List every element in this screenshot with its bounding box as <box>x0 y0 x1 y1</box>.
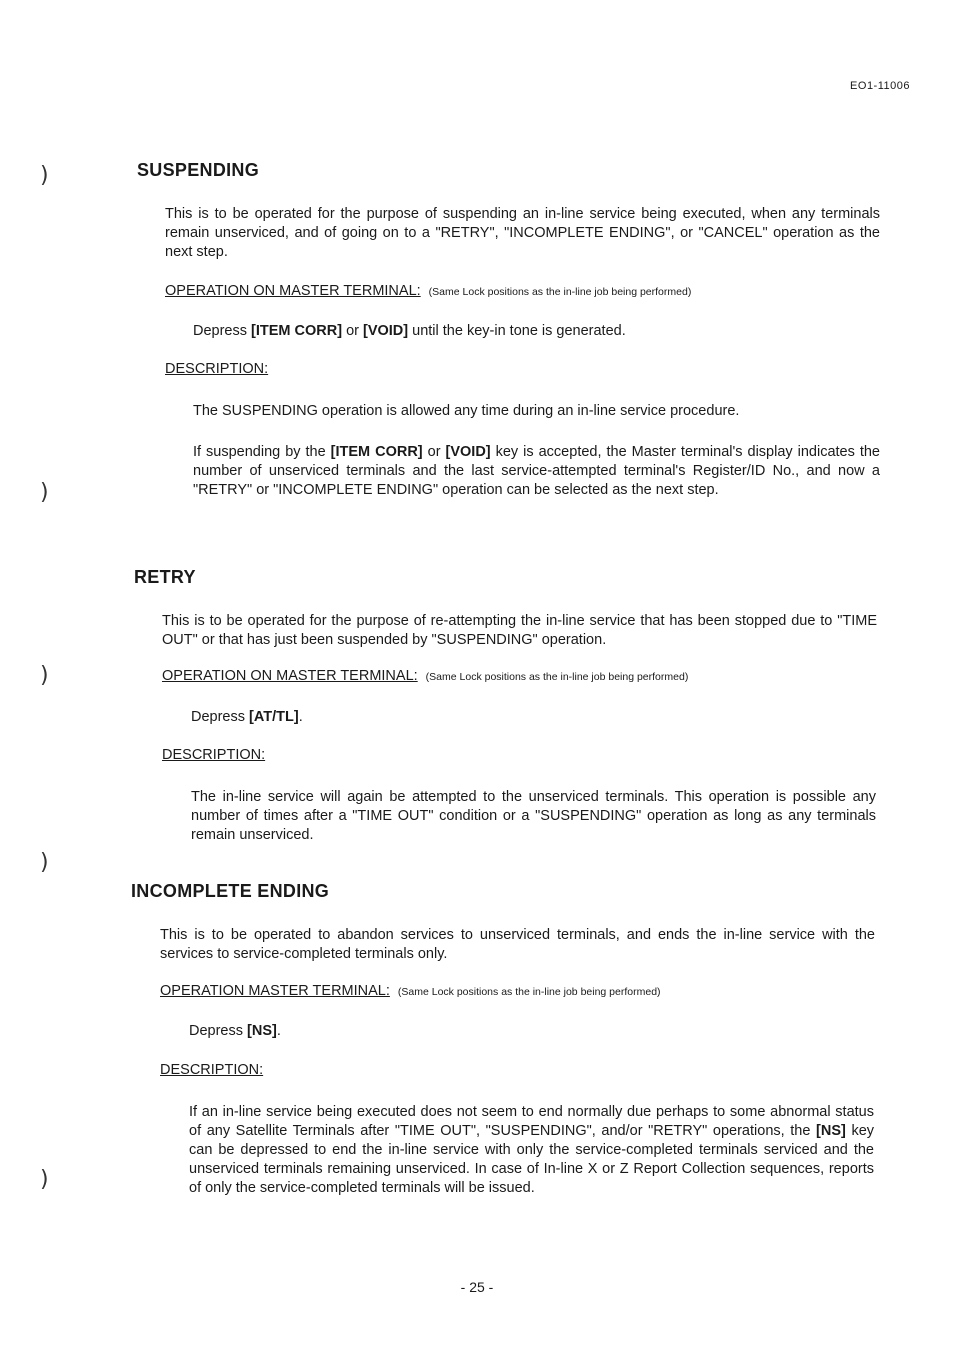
description-label: DESCRIPTION: <box>162 747 266 763</box>
section-heading-retry: RETRY <box>134 567 196 587</box>
description-text: If suspending by the [ITEM CORR] or [VOID] key is accepted, the Master terminal's display indicates the number of unserviced terminals and the last service-attempted terminal's Register/ID No., and now a "RETRY" or "INCOMPLETE ENDING" operation can be selected as the next step. <box>193 444 880 498</box>
document-id: EO1-11006 <box>850 80 910 92</box>
description-text: If an in-line service being executed does not seem to end normally due perhaps to some abnormal status of any Satellite Terminals after "TIME OUT", "SUSPENDING", and/or "RETRY" operations, the [NS] key can be depressed to end the in-line service with only the service-completed terminals serviced and the unserviced terminals remaining unserviced. In case of In-line X or Z Report Collection sequences, reports of only the service-completed terminals will be issued. <box>189 1104 875 1196</box>
binding-mark: ) <box>40 850 49 875</box>
page-number: - 25 - <box>460 1279 494 1295</box>
binding-mark: ) <box>40 1167 49 1192</box>
description-label: DESCRIPTION: <box>165 361 269 377</box>
section-intro: This is to be operated to abandon services to unserviced terminals, and ends the in-line service with the services to service-completed terminals only. <box>160 927 875 962</box>
binding-mark: ) <box>40 480 49 505</box>
description-text: The in-line service will again be attempted to the unserviced terminals. This operation is possible any number of times after a "TIME OUT" condition or a "SUSPENDING" operation as long as any terminals remain unserviced. <box>191 789 876 843</box>
operation-instruction: Depress [ITEM CORR] or [VOID] until the key-in tone is generated. <box>193 323 626 339</box>
key-ns: [NS] <box>816 1123 846 1139</box>
operation-label <box>165 283 691 299</box>
operation-note: (Same Lock positions as the in-line job being performed) <box>397 986 661 998</box>
binding-mark: ) <box>40 663 49 688</box>
key-item-corr: [ITEM CORR] <box>251 323 343 339</box>
binding-mark: ) <box>40 163 49 188</box>
operation-title: OPERATION MASTER TERMINAL: <box>160 983 390 999</box>
operation-note: (Same Lock positions as the in-line job being performed) <box>425 671 689 683</box>
operation-label <box>160 983 661 999</box>
operation-label <box>162 668 688 684</box>
key-at-tl: [AT/TL] <box>249 709 299 725</box>
operation-instruction: Depress [NS]. <box>189 1023 281 1039</box>
section-intro: This is to be operated for the purpose of re-attempting the in-line service that has been stopped due to "TIME OUT" or that has just been suspended by "SUSPENDING" operation. <box>162 613 877 648</box>
key-ns: [NS] <box>247 1023 277 1039</box>
key-void: [VOID] <box>363 323 409 339</box>
section-intro: This is to be operated for the purpose of suspending an in-line service being executed, when any terminals remain unserviced, and of going on to a "RETRY", "INCOMPLETE ENDING", or "CANCEL" operation as the next step. <box>165 206 880 260</box>
section-heading-suspending: SUSPENDING <box>137 160 260 180</box>
description-label: DESCRIPTION: <box>160 1062 264 1078</box>
operation-title: OPERATION ON MASTER TERMINAL: <box>165 283 421 299</box>
section-heading-incomplete-ending: INCOMPLETE ENDING <box>131 881 330 901</box>
operation-title: OPERATION ON MASTER TERMINAL: <box>162 668 418 684</box>
key-item-corr: [ITEM CORR] <box>330 444 423 460</box>
operation-note: (Same Lock positions as the in-line job being performed) <box>428 286 692 298</box>
key-void: [VOID] <box>445 444 491 460</box>
operation-instruction: Depress [AT/TL]. <box>191 709 303 725</box>
description-text: The SUSPENDING operation is allowed any time during an in-line service procedure. <box>193 403 740 419</box>
